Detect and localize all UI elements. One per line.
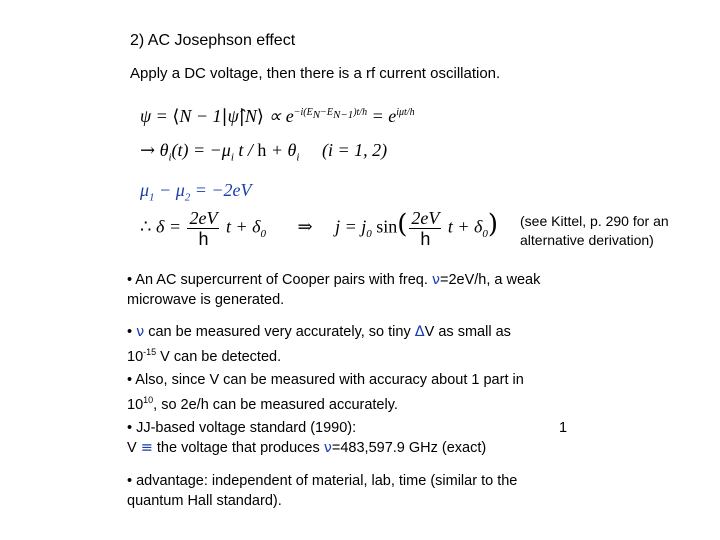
bullet-2e-over-h: • Also, since V can be measured with accuracy about 1 part in $10^{10}$, so 2e/h can be measured accurately. — [127, 372, 524, 413]
bullet-advantage: • advantage: independent of material, lab, time (similar to the quantum Hall standard). — [127, 473, 518, 509]
equation-phase: → $\theta_i(t) = -\mu_i$ $t / h + \theta_i$ (i = 1, 2) — [140, 140, 388, 164]
bullet-supercurrent: • An AC supercurrent of Cooper pairs with freq. ν=2eV/h, a weak microwave is generated. — [127, 272, 541, 308]
slide-subtitle: Apply a DC voltage, then there is a rf current oscillation. — [130, 65, 501, 82]
equation-potential: $\mu_1 - \mu_2 = -2eV$ — [140, 180, 252, 204]
bullet-voltage-standard: • JJ-based voltage standard (1990): 1 V ≡ the voltage that produces ν=483,597.9 GHz (exact) — [127, 420, 568, 456]
slide-title: 2) AC Josephson effect — [130, 32, 296, 49]
bullet-accuracy: • ν can be measured very accurately, so tiny ΔV as small as $10^{-15}$ V can be detected. — [127, 324, 511, 365]
equation-wavefunction: ψ = ⟨N − 1|ψ̂|N⟩ ∝ $e^{-i(EN-EN-1)t/h} = e^{i\mu t/h}$ — [140, 106, 415, 127]
kittel-note: (see Kittel, p. 290 for an alternative derivation) — [520, 213, 669, 248]
equation-current: ∴ δ = $\frac{2eV}{h}$ $t + \delta_0$ ⇒ $j = j_0$ sin( $\frac{2eV}{h}$ $t + \delta_0$) — [140, 208, 499, 249]
